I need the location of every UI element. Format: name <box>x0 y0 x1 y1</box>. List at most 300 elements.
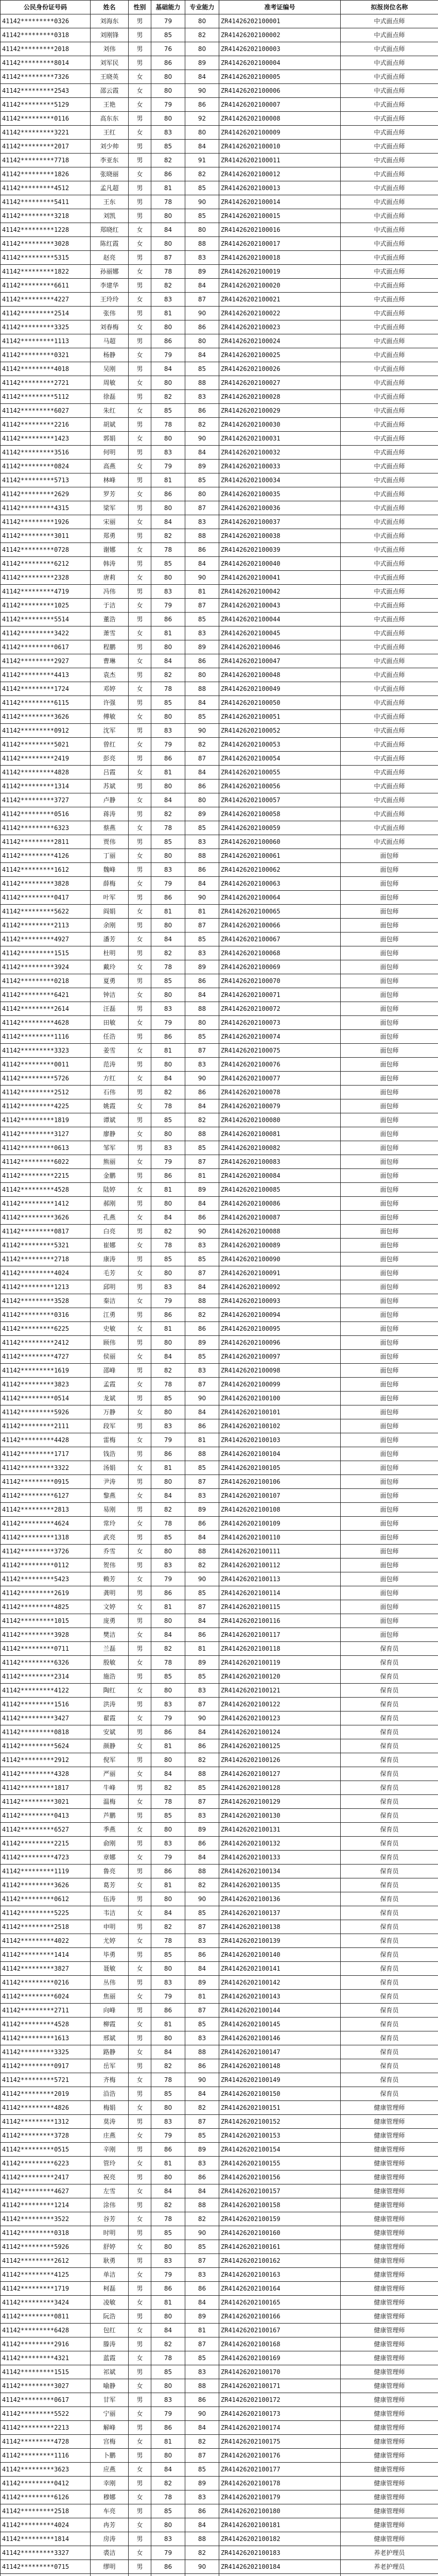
id-number-cell: 41142*********6115 <box>1 696 91 710</box>
ticket-number-cell: ZR41426202100111 <box>219 1545 341 1558</box>
id-number-cell: 41142*********0711 <box>1 1642 91 1656</box>
table-row <box>1 821 438 835</box>
gender-cell: 女 <box>129 1461 151 1475</box>
table-row <box>1 1684 438 1698</box>
id-number-cell: 41142*********5315 <box>1 251 91 265</box>
basic-score-cell: 84 <box>151 2324 185 2337</box>
professional-score-cell: 83 <box>185 251 219 265</box>
table-row <box>1 2240 438 2254</box>
position-cell: 养老护理员 <box>341 2546 438 2560</box>
ticket-number-cell: ZR41426202100170 <box>219 2365 341 2379</box>
id-number-cell: 41142*********0728 <box>1 543 91 557</box>
name-cell: 高燕 <box>91 460 129 473</box>
name-cell: 王玲玲 <box>91 293 129 307</box>
ticket-number-cell: ZR41426202100184 <box>219 2560 341 2574</box>
basic-score-cell: 80 <box>151 209 185 223</box>
position-cell: 健康管理师 <box>341 2310 438 2324</box>
name-cell: 邓婷 <box>91 682 129 696</box>
professional-score-cell: 83 <box>185 1809 219 1823</box>
id-number-cell: 41142*********0817 <box>1 1225 91 1239</box>
basic-score-cell: 81 <box>151 1600 185 1614</box>
professional-score-cell: 85 <box>185 181 219 195</box>
basic-score-cell: 84 <box>151 2463 185 2477</box>
id-number-cell: 41142*********3322 <box>1 1461 91 1475</box>
basic-score-cell: 85 <box>151 557 185 571</box>
name-cell: 倪军 <box>91 1753 129 1767</box>
name-cell: 涂伟 <box>91 2198 129 2212</box>
basic-score-cell: 78 <box>151 1099 185 1113</box>
name-cell: 施浩 <box>91 1670 129 1684</box>
ticket-number-cell: ZR41426202100093 <box>219 1294 341 1308</box>
name-cell: 聂敏 <box>91 1962 129 1976</box>
gender-cell: 男 <box>129 1364 151 1378</box>
id-number-cell: 41142*********5721 <box>1 2073 91 2087</box>
table-row <box>1 1503 438 1517</box>
position-cell: 健康管理师 <box>341 2282 438 2296</box>
position-cell: 面包师 <box>341 974 438 988</box>
gender-cell: 女 <box>129 2518 151 2532</box>
table-row <box>1 2532 438 2546</box>
position-cell: 中式面点师 <box>341 835 438 849</box>
name-cell: 秦洁 <box>91 1294 129 1308</box>
gender-cell: 女 <box>129 1572 151 1586</box>
professional-score-cell: 86 <box>185 2504 219 2518</box>
position-cell <box>341 2574 438 2576</box>
ticket-number-cell: ZR41426202100171 <box>219 2379 341 2393</box>
gender-cell: 男 <box>129 1753 151 1767</box>
position-cell: 中式面点师 <box>341 140 438 154</box>
name-cell: 刘军民 <box>91 56 129 70</box>
ticket-number-cell: ZR41426202100043 <box>219 599 341 613</box>
basic-score-cell: 85 <box>151 1113 185 1127</box>
professional-score-cell: 81 <box>185 1642 219 1656</box>
table-row <box>1 2184 438 2198</box>
id-number-cell: 41142*********2113 <box>1 919 91 933</box>
ticket-number-cell: ZR41426202100107 <box>219 1489 341 1503</box>
table-row <box>1 2115 438 2129</box>
position-cell: 健康管理师 <box>341 2504 438 2518</box>
name-cell: 鲁亮 <box>91 1865 129 1878</box>
gender-cell: 男 <box>129 1336 151 1350</box>
gender-cell: 男 <box>129 974 151 988</box>
gender-cell: 男 <box>129 1197 151 1211</box>
gender-cell: 女 <box>129 1350 151 1364</box>
name-cell: 何明 <box>91 446 129 460</box>
basic-score-cell: 81 <box>151 2296 185 2310</box>
ticket-number-cell: ZR41426202100044 <box>219 613 341 626</box>
position-cell: 保育员 <box>341 2004 438 2018</box>
position-cell: 面包师 <box>341 1086 438 1099</box>
id-number-cell: 41142*********4328 <box>1 1767 91 1781</box>
ticket-number-cell: ZR41426202100121 <box>219 1684 341 1698</box>
position-cell: 中式面点师 <box>341 84 438 98</box>
table-row <box>1 265 438 279</box>
name-cell: 洪涛 <box>91 1698 129 1711</box>
name-cell: 牛峰 <box>91 1781 129 1795</box>
ticket-number-cell: ZR41426202100144 <box>219 2004 341 2018</box>
position-cell: 面包师 <box>341 1364 438 1378</box>
name-cell: 崔娜 <box>91 1239 129 1252</box>
table-row <box>1 418 438 432</box>
professional-score-cell: 86 <box>185 1211 219 1225</box>
ticket-number-cell: ZR41426202100095 <box>219 1322 341 1336</box>
name-cell: 宁丽 <box>91 2407 129 2421</box>
position-cell: 中式面点师 <box>341 334 438 348</box>
professional-score-cell: 85 <box>185 1781 219 1795</box>
basic-score-cell: 85 <box>151 1392 185 1405</box>
gender-cell: 男 <box>129 2004 151 2018</box>
ticket-number-cell: ZR41426202100046 <box>219 640 341 654</box>
name-cell: 郑晓红 <box>91 223 129 237</box>
professional-score-cell: 83 <box>185 1684 219 1698</box>
position-cell: 面包师 <box>341 1350 438 1364</box>
position-cell: 面包师 <box>341 891 438 905</box>
name-cell: 包红 <box>91 2324 129 2337</box>
position-cell: 中式面点师 <box>341 42 438 56</box>
gender-cell: 男 <box>129 1586 151 1600</box>
gender-cell: 男 <box>129 1475 151 1489</box>
position-cell: 中式面点师 <box>341 543 438 557</box>
name-cell: 柯磊 <box>91 2282 129 2296</box>
ticket-number-cell: ZR41426202100009 <box>219 126 341 140</box>
id-number-cell: 41142*********1822 <box>1 265 91 279</box>
gender-cell: 女 <box>129 70 151 84</box>
table-body <box>1 14 438 2576</box>
position-cell: 中式面点师 <box>341 279 438 293</box>
professional-score-cell: 89 <box>185 1503 219 1517</box>
gender-cell: 男 <box>129 140 151 154</box>
gender-cell: 男 <box>129 2393 151 2407</box>
table-row <box>1 2018 438 2031</box>
basic-score-cell: 78 <box>151 960 185 974</box>
ticket-number-cell: ZR41426202100092 <box>219 1280 341 1294</box>
position-cell: 面包师 <box>341 1489 438 1503</box>
table-row <box>1 1364 438 1378</box>
gender-cell: 男 <box>129 1920 151 1934</box>
id-number-cell: 41142*********2518 <box>1 1920 91 1934</box>
position-cell: 保育员 <box>341 1698 438 1711</box>
position-cell: 面包师 <box>341 1280 438 1294</box>
gender-cell: 女 <box>129 766 151 779</box>
basic-score-cell: 79 <box>151 2546 185 2560</box>
name-cell: 蔡燕 <box>91 821 129 835</box>
table-row <box>1 1725 438 1739</box>
basic-score-cell: 83 <box>151 2532 185 2546</box>
name-cell: 余刚 <box>91 919 129 933</box>
table-row <box>1 863 438 877</box>
position-cell: 健康管理师 <box>341 2351 438 2365</box>
gender-cell: 女 <box>129 2212 151 2226</box>
professional-score-cell: 83 <box>185 515 219 529</box>
ticket-number-cell: ZR41426202100011 <box>219 154 341 167</box>
table-row <box>1 2171 438 2184</box>
ticket-number-cell: ZR41426202100025 <box>219 348 341 362</box>
position-cell: 保育员 <box>341 1823 438 1837</box>
id-number-cell: 41142*********1826 <box>1 167 91 181</box>
basic-score-cell: 80 <box>151 1336 185 1350</box>
name-cell: 袁杰 <box>91 668 129 682</box>
id-number-cell: 41142*********3828 <box>1 877 91 891</box>
gender-cell: 女 <box>129 2240 151 2254</box>
basic-score-cell: 80 <box>151 1684 185 1698</box>
basic-score-cell: 83 <box>151 2254 185 2268</box>
table-row <box>1 2324 438 2337</box>
position-cell: 面包师 <box>341 1266 438 1280</box>
ticket-number-cell: ZR41426202100037 <box>219 515 341 529</box>
basic-score-cell: 80 <box>151 1614 185 1628</box>
basic-score-cell: 82 <box>151 2198 185 2212</box>
basic-score-cell: 78 <box>151 543 185 557</box>
id-number-cell: 41142*********4321 <box>1 2351 91 2365</box>
gender-cell: 女 <box>129 1990 151 2004</box>
id-number-cell: 41142*********2543 <box>1 84 91 98</box>
professional-score-cell: 87 <box>185 1475 219 1489</box>
basic-score-cell: 79 <box>151 1155 185 1169</box>
basic-score-cell: 79 <box>151 460 185 473</box>
ticket-number-cell: ZR41426202100091 <box>219 1266 341 1280</box>
basic-score-cell: 84 <box>151 362 185 376</box>
name-cell: 龚明 <box>91 1586 129 1600</box>
professional-score-cell: 87 <box>185 2449 219 2463</box>
table-row <box>1 2435 438 2449</box>
basic-score-cell: 82 <box>151 2337 185 2351</box>
table-row <box>1 1433 438 1447</box>
ticket-number-cell: ZR41426202100045 <box>219 626 341 640</box>
name-cell: 陶红 <box>91 1684 129 1698</box>
gender-cell: 女 <box>129 821 151 835</box>
name-cell: 宫梅 <box>91 2435 129 2449</box>
name-cell: 申明 <box>91 1920 129 1934</box>
ticket-number-cell: ZR41426202100069 <box>219 960 341 974</box>
position-cell: 健康管理师 <box>341 2379 438 2393</box>
professional-score-cell: 82 <box>185 1558 219 1572</box>
table-row <box>1 905 438 919</box>
position-cell: 健康管理师 <box>341 2393 438 2407</box>
table-row <box>1 1252 438 1266</box>
id-number-cell: 41142*********2417 <box>1 2171 91 2184</box>
basic-score-cell: 81 <box>151 473 185 487</box>
gender-cell: 女 <box>129 2045 151 2059</box>
name-cell: 严丽 <box>91 1767 129 1781</box>
table-row <box>1 2031 438 2045</box>
table-row <box>1 1419 438 1433</box>
basic-score-cell: 85 <box>151 835 185 849</box>
basic-score-cell: 84 <box>151 1767 185 1781</box>
basic-score-cell: 81 <box>151 1461 185 1475</box>
table-row <box>1 1239 438 1252</box>
professional-score-cell: 87 <box>185 2115 219 2129</box>
basic-score-cell: 83 <box>151 293 185 307</box>
name-cell: 胡斌 <box>91 418 129 432</box>
id-number-cell: 41142*********0613 <box>1 1141 91 1155</box>
gender-cell: 女 <box>129 2184 151 2198</box>
ticket-number-cell: ZR41426202100098 <box>219 1364 341 1378</box>
name-cell: 贾伟 <box>91 835 129 849</box>
professional-score-cell: 89 <box>185 265 219 279</box>
name-cell: 李建华 <box>91 279 129 293</box>
id-number-cell: 41142*********2512 <box>1 1086 91 1099</box>
id-number-cell: 41142*********5021 <box>1 738 91 752</box>
table-row <box>1 807 438 821</box>
professional-score-cell: 85 <box>185 209 219 223</box>
name-cell: 喻静 <box>91 2379 129 2393</box>
professional-score-cell: 89 <box>185 2477 219 2490</box>
professional-score-cell: 85 <box>185 1030 219 1044</box>
id-number-cell: 41142*********2017 <box>1 140 91 154</box>
position-cell: 中式面点师 <box>341 557 438 571</box>
name-cell: 廖静 <box>91 1127 129 1141</box>
table-row <box>1 1489 438 1503</box>
basic-score-cell: 81 <box>151 766 185 779</box>
ticket-number-cell: ZR41426202100038 <box>219 529 341 543</box>
name-cell: 邢斌 <box>91 2031 129 2045</box>
id-number-cell: 41142*********2018 <box>1 42 91 56</box>
basic-score-cell: 85 <box>151 140 185 154</box>
position-cell: 中式面点师 <box>341 766 438 779</box>
position-cell: 保育员 <box>341 1865 438 1878</box>
basic-score-cell: 78 <box>151 1239 185 1252</box>
ticket-number-cell: ZR41426202100166 <box>219 2310 341 2324</box>
professional-score-cell: 88 <box>185 1447 219 1461</box>
position-cell: 中式面点师 <box>341 432 438 446</box>
table-row <box>1 1948 438 1962</box>
basic-score-cell: 86 <box>151 56 185 70</box>
position-cell: 中式面点师 <box>341 181 438 195</box>
professional-score-cell: 84 <box>185 2518 219 2532</box>
position-cell: 面包师 <box>341 1252 438 1266</box>
id-number-cell: 41142*********0915 <box>1 1475 91 1489</box>
gender-cell: 女 <box>129 1656 151 1670</box>
id-number-cell: 41142*********0412 <box>1 2477 91 2490</box>
table-row <box>1 237 438 251</box>
table-row <box>1 974 438 988</box>
gender-cell: 女 <box>129 293 151 307</box>
table-row <box>1 2365 438 2379</box>
id-number-cell: 41142*********5321 <box>1 1239 91 1252</box>
name-cell: 钱浩 <box>91 1447 129 1461</box>
ticket-number-cell: ZR41426202100140 <box>219 1948 341 1962</box>
name-cell: 张晓丽 <box>91 167 129 181</box>
gender-cell: 女 <box>129 654 151 668</box>
ticket-number-cell: ZR41426202100026 <box>219 362 341 376</box>
name-cell: 沈军 <box>91 724 129 738</box>
table-row <box>1 223 438 237</box>
id-number-cell: 41142*********6126 <box>1 2490 91 2504</box>
ticket-number-cell: ZR41426202100168 <box>219 2337 341 2351</box>
ticket-number-cell: ZR41426202100063 <box>219 877 341 891</box>
basic-score-cell: 86 <box>151 1030 185 1044</box>
id-number-cell: 41142*********5926 <box>1 1405 91 1419</box>
table-row <box>1 154 438 167</box>
basic-score-cell: 78 <box>151 821 185 835</box>
ticket-number-cell: ZR41426202100007 <box>219 98 341 112</box>
professional-score-cell: 91 <box>185 154 219 167</box>
id-number-cell: 41142*********1819 <box>1 1113 91 1127</box>
basic-score-cell: 79 <box>151 1433 185 1447</box>
id-number-cell: 41142*********6027 <box>1 404 91 418</box>
name-cell: 莫涛 <box>91 2115 129 2129</box>
basic-score-cell: 80 <box>151 2518 185 2532</box>
professional-score-cell: 85 <box>185 473 219 487</box>
name-cell: 孟凡超 <box>91 181 129 195</box>
professional-score-cell: 87 <box>185 1698 219 1711</box>
professional-score-cell: 83 <box>185 2490 219 2504</box>
professional-score-cell: 83 <box>185 2365 219 2379</box>
basic-score-cell: 84 <box>151 654 185 668</box>
table-row <box>1 460 438 473</box>
name-cell: 萧雪 <box>91 626 129 640</box>
ticket-number-cell: ZR41426202100001 <box>219 14 341 28</box>
name-cell: 穆娜 <box>91 2490 129 2504</box>
ticket-number-cell: ZR41426202100058 <box>219 807 341 821</box>
position-cell: 面包师 <box>341 849 438 863</box>
position-cell: 面包师 <box>341 1183 438 1197</box>
name-cell: 邵云霞 <box>91 84 129 98</box>
name-cell: 岳军 <box>91 2059 129 2073</box>
professional-score-cell: 88 <box>185 1545 219 1558</box>
basic-score-cell: 79 <box>151 877 185 891</box>
gender-cell: 女 <box>129 1517 151 1531</box>
name-cell: 戴玲 <box>91 960 129 974</box>
gender-cell: 男 <box>129 919 151 933</box>
ticket-number-cell: ZR41426202100117 <box>219 1628 341 1642</box>
gender-cell: 女 <box>129 1405 151 1419</box>
ticket-number-cell: ZR41426202100005 <box>219 70 341 84</box>
position-cell: 中式面点师 <box>341 682 438 696</box>
name-cell: 安斌 <box>91 1725 129 1739</box>
id-number-cell: 41142*********1613 <box>1 2031 91 2045</box>
ticket-number-cell: ZR41426202100149 <box>219 2073 341 2087</box>
professional-score-cell: 88 <box>185 1865 219 1878</box>
name-cell: 文婷 <box>91 1600 129 1614</box>
name-cell: 向峰 <box>91 2004 129 2018</box>
ticket-number-cell: ZR41426202100078 <box>219 1086 341 1099</box>
id-number-cell: 41142*********6326 <box>1 1656 91 1670</box>
table-row <box>1 334 438 348</box>
gender-cell: 女 <box>129 2407 151 2421</box>
name-cell: 刘少帅 <box>91 140 129 154</box>
name-cell: 缪明 <box>91 2560 129 2574</box>
gender-cell: 男 <box>129 1447 151 1461</box>
ticket-number-cell: ZR41426202100036 <box>219 501 341 515</box>
table-row <box>1 2421 438 2435</box>
gender-cell: 女 <box>129 877 151 891</box>
table-row <box>1 98 438 112</box>
position-cell: 健康管理师 <box>341 2212 438 2226</box>
professional-score-cell: 85 <box>185 1141 219 1155</box>
basic-score-cell: 82 <box>151 2059 185 2073</box>
id-number-cell: 41142*********2215 <box>1 1837 91 1851</box>
position-cell: 中式面点师 <box>341 640 438 654</box>
name-cell: 任浩 <box>91 1030 129 1044</box>
name-cell: 房涛 <box>91 2532 129 2546</box>
gender-cell: 男 <box>129 1280 151 1294</box>
ticket-number-cell: ZR41426202100152 <box>219 2115 341 2129</box>
id-number-cell: 41142*********4227 <box>1 293 91 307</box>
position-cell: 中式面点师 <box>341 571 438 585</box>
name-cell: 杨静 <box>91 348 129 362</box>
gender-cell: 女 <box>129 2018 151 2031</box>
name-cell: 裘洁 <box>91 2546 129 2560</box>
professional-score-cell: 86 <box>185 1086 219 1099</box>
position-cell: 中式面点师 <box>341 307 438 320</box>
professional-score-cell: 92 <box>185 112 219 126</box>
basic-score-cell: 86 <box>151 334 185 348</box>
name-cell: 毕勇 <box>91 1948 129 1962</box>
table-row <box>1 2157 438 2171</box>
ticket-number-cell: ZR41426202100148 <box>219 2059 341 2073</box>
gender-cell: 女 <box>129 98 151 112</box>
